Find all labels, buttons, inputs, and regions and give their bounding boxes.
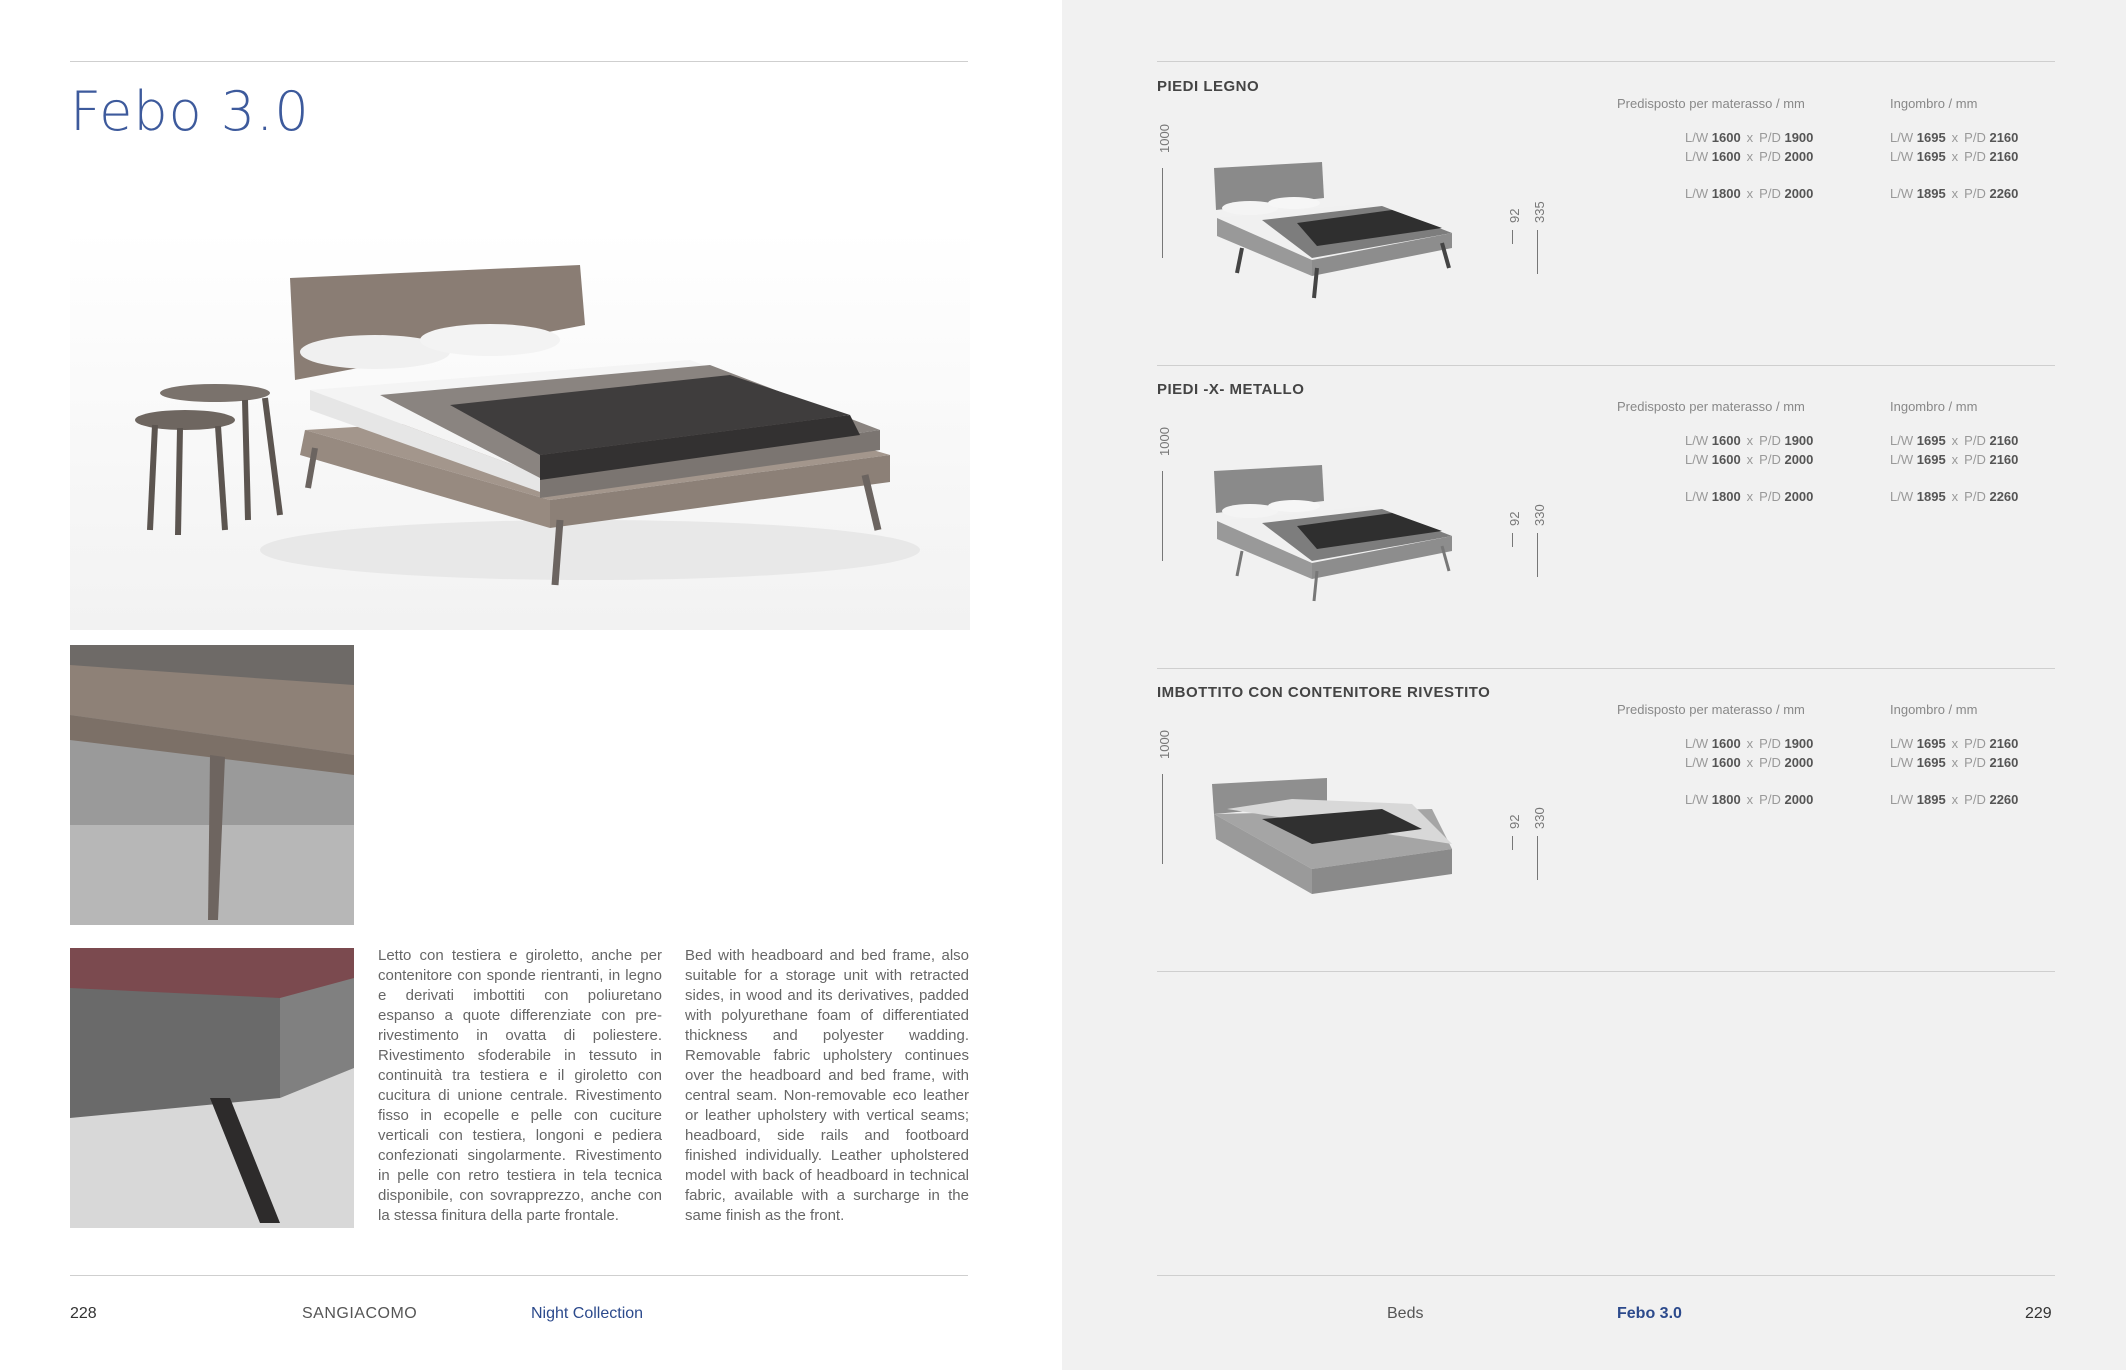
pd-label: P/D — [1759, 736, 1781, 751]
width-value: 1800 — [1711, 186, 1741, 201]
depth-value: 2000 — [1784, 452, 1814, 467]
variant-name: PIEDI -X- METALLO — [1157, 381, 1305, 398]
page-number-right: 229 — [2025, 1305, 2052, 1322]
bottom-rule-right — [1157, 1275, 2055, 1276]
depth-value: 2000 — [1784, 755, 1814, 770]
pd-label: P/D — [1759, 755, 1781, 770]
times-sign: x — [1746, 130, 1754, 145]
height-total-line — [1162, 471, 1163, 561]
width-value: 1800 — [1711, 792, 1741, 807]
height-b-line — [1537, 836, 1538, 880]
times-sign: x — [1951, 149, 1959, 164]
lw-label: L/W — [1685, 433, 1709, 448]
times-sign: x — [1951, 792, 1959, 807]
pd-label: P/D — [1759, 130, 1781, 145]
mattress-header: Predisposto per materasso / mm — [1617, 96, 1805, 111]
size-dim-row — [1890, 130, 2018, 145]
size-dim-row — [1890, 755, 2018, 770]
height-b-line — [1537, 533, 1538, 577]
lw-label: L/W — [1685, 792, 1709, 807]
width-value: 1695 — [1916, 130, 1946, 145]
width-value: 1695 — [1916, 433, 1946, 448]
variant-thumbnail — [1202, 451, 1462, 616]
depth-value: 2260 — [1989, 489, 2019, 504]
width-value: 1695 — [1916, 755, 1946, 770]
times-sign: x — [1746, 433, 1754, 448]
depth-value: 1900 — [1784, 433, 1814, 448]
mattress-dim-row — [1685, 452, 1813, 467]
height-b-line — [1537, 230, 1538, 274]
height-total-label: 1000 — [1157, 427, 1172, 456]
times-sign: x — [1951, 489, 1959, 504]
height-a-line — [1512, 533, 1513, 547]
times-sign: x — [1746, 736, 1754, 751]
width-value: 1600 — [1711, 736, 1741, 751]
height-b-label: 330 — [1532, 504, 1547, 526]
height-b-label: 335 — [1532, 201, 1547, 223]
times-sign: x — [1951, 736, 1959, 751]
width-value: 1695 — [1916, 736, 1946, 751]
bed-illustration — [70, 230, 970, 630]
times-sign: x — [1951, 755, 1959, 770]
bed-variant-section — [1157, 381, 2057, 661]
brand-name: SANGIACOMO — [302, 1305, 418, 1322]
lw-label: L/W — [1890, 736, 1914, 751]
description-english: Bed with headboard and bed frame, also suitable for a storage unit with retracted sides, in wood and its derivatives, padded with polyurethane foam of differentiated thickness and polyester wadding. Removable fabric upholstery continues over the headboard and bed frame, with central seam. Non-removable eco leather or leather upholstery with vertical seams; headboard, side rails and footboard finished individually. Leather upholstered model with back of headboard in technical fabric, available with a surcharge in the same finish as the front. — [685, 947, 969, 1224]
mattress-dim-row — [1685, 149, 1813, 164]
pd-label: P/D — [1759, 452, 1781, 467]
bed-variant-section — [1157, 78, 2057, 358]
width-value: 1895 — [1916, 792, 1946, 807]
size-dim-row — [1890, 149, 2018, 164]
times-sign: x — [1951, 186, 1959, 201]
height-a-label: 92 — [1507, 814, 1522, 829]
size-dim-row — [1890, 489, 2018, 504]
mattress-header: Predisposto per materasso / mm — [1617, 399, 1805, 414]
times-sign: x — [1951, 452, 1959, 467]
lw-label: L/W — [1890, 489, 1914, 504]
depth-value: 2000 — [1784, 186, 1814, 201]
width-value: 1600 — [1711, 130, 1741, 145]
size-dim-row — [1890, 186, 2018, 201]
bed-variant-section — [1157, 684, 2057, 964]
size-dim-row — [1890, 736, 2018, 751]
depth-value: 2160 — [1989, 736, 2019, 751]
lw-label: L/W — [1890, 792, 1914, 807]
width-value: 1800 — [1711, 489, 1741, 504]
size-header: Ingombro / mm — [1890, 96, 1978, 111]
pd-label: P/D — [1964, 149, 1986, 164]
lw-label: L/W — [1890, 149, 1914, 164]
pd-label: P/D — [1964, 130, 1986, 145]
collection-name: Night Collection — [531, 1305, 644, 1322]
times-sign: x — [1746, 489, 1754, 504]
pd-label: P/D — [1964, 755, 1986, 770]
lw-label: L/W — [1890, 755, 1914, 770]
top-rule — [70, 61, 968, 62]
mattress-dim-row — [1685, 186, 1813, 201]
height-total-label: 1000 — [1157, 124, 1172, 153]
depth-value: 2160 — [1989, 452, 2019, 467]
height-total-line — [1162, 774, 1163, 864]
variant-name: PIEDI LEGNO — [1157, 78, 1260, 95]
depth-value: 1900 — [1784, 736, 1814, 751]
detail-photo-frame — [70, 645, 354, 925]
times-sign: x — [1746, 792, 1754, 807]
description-italian: Letto con testiera e giroletto, anche per contenitore con sponde rientranti, in legno e derivati imbottiti con poliuretano espanso a quote differenziate con pre-rivestimento in ovatta di poliestere. Rivestimento sfoderabile in tessuto in continuità tra testiera e il giroletto con cucitura di unione centrale. Rivestimento fisso in ecopelle e pelle con cuciture verticali con testiera, longoni e pediera confezionati singolarmente. Rivestimento in pelle con retro testiera in tela tecnica disponibile, con sovrapprezzo, anche con la stessa finitura della parte frontale. — [378, 947, 662, 1224]
height-b-label: 330 — [1532, 807, 1547, 829]
left-page — [0, 0, 1062, 1370]
lw-label: L/W — [1685, 130, 1709, 145]
bed-thumbnail-svg — [1202, 148, 1462, 308]
bed-thumbnail-svg — [1202, 451, 1462, 611]
lw-label: L/W — [1685, 755, 1709, 770]
width-value: 1695 — [1916, 149, 1946, 164]
mattress-dim-row — [1685, 433, 1813, 448]
height-total-line — [1162, 168, 1163, 258]
pd-label: P/D — [1964, 736, 1986, 751]
lw-label: L/W — [1685, 489, 1709, 504]
detail-photo-leg — [70, 948, 354, 1228]
mattress-dim-row — [1685, 755, 1813, 770]
frame-detail-illustration — [70, 645, 354, 925]
depth-value: 2260 — [1989, 792, 2019, 807]
times-sign: x — [1746, 452, 1754, 467]
depth-value: 2000 — [1784, 149, 1814, 164]
height-a-line — [1512, 836, 1513, 850]
variant-thumbnail — [1202, 754, 1462, 919]
depth-value: 2260 — [1989, 186, 2019, 201]
pd-label: P/D — [1964, 489, 1986, 504]
pd-label: P/D — [1759, 489, 1781, 504]
mattress-header: Predisposto per materasso / mm — [1617, 702, 1805, 717]
lw-label: L/W — [1685, 736, 1709, 751]
variant-thumbnail — [1202, 148, 1462, 313]
mattress-dim-row — [1685, 130, 1813, 145]
bed-thumbnail-svg — [1202, 754, 1462, 914]
pd-label: P/D — [1759, 186, 1781, 201]
times-sign: x — [1746, 149, 1754, 164]
bottom-rule — [70, 1275, 968, 1276]
category-name: Beds — [1387, 1305, 1424, 1322]
size-dim-row — [1890, 452, 2018, 467]
mattress-dim-row — [1685, 736, 1813, 751]
lw-label: L/W — [1890, 452, 1914, 467]
pd-label: P/D — [1759, 433, 1781, 448]
size-header: Ingombro / mm — [1890, 702, 1978, 717]
depth-value: 1900 — [1784, 130, 1814, 145]
height-a-line — [1512, 230, 1513, 244]
lw-label: L/W — [1685, 149, 1709, 164]
width-value: 1600 — [1711, 452, 1741, 467]
leg-detail-illustration — [70, 948, 354, 1228]
section-divider-1 — [1157, 365, 2055, 366]
main-bed-photo — [70, 230, 970, 630]
size-dim-row — [1890, 433, 2018, 448]
width-value: 1600 — [1711, 433, 1741, 448]
mattress-dim-row — [1685, 489, 1813, 504]
pd-label: P/D — [1759, 149, 1781, 164]
lw-label: L/W — [1685, 186, 1709, 201]
width-value: 1695 — [1916, 452, 1946, 467]
lw-label: L/W — [1685, 452, 1709, 467]
variant-name: IMBOTTITO CON CONTENITORE RIVESTITO — [1157, 684, 1491, 701]
times-sign: x — [1951, 433, 1959, 448]
times-sign: x — [1951, 130, 1959, 145]
depth-value: 2160 — [1989, 433, 2019, 448]
pd-label: P/D — [1759, 792, 1781, 807]
page-number-left: 228 — [70, 1305, 97, 1322]
depth-value: 2160 — [1989, 755, 2019, 770]
pd-label: P/D — [1964, 433, 1986, 448]
pd-label: P/D — [1964, 452, 1986, 467]
depth-value: 2000 — [1784, 489, 1814, 504]
lw-label: L/W — [1890, 186, 1914, 201]
depth-value: 2160 — [1989, 149, 2019, 164]
pd-label: P/D — [1964, 792, 1986, 807]
page-title: Febo 3.0 — [70, 80, 310, 143]
size-dim-row — [1890, 792, 2018, 807]
height-a-label: 92 — [1507, 208, 1522, 223]
product-name: Febo 3.0 — [1617, 1305, 1682, 1322]
section-divider-3 — [1157, 971, 2055, 972]
lw-label: L/W — [1890, 433, 1914, 448]
section-divider-2 — [1157, 668, 2055, 669]
times-sign: x — [1746, 186, 1754, 201]
times-sign: x — [1746, 755, 1754, 770]
width-value: 1600 — [1711, 149, 1741, 164]
top-rule-right — [1157, 61, 2055, 62]
height-total-label: 1000 — [1157, 730, 1172, 759]
depth-value: 2000 — [1784, 792, 1814, 807]
mattress-dim-row — [1685, 792, 1813, 807]
width-value: 1895 — [1916, 186, 1946, 201]
size-header: Ingombro / mm — [1890, 399, 1978, 414]
depth-value: 2160 — [1989, 130, 2019, 145]
pd-label: P/D — [1964, 186, 1986, 201]
width-value: 1600 — [1711, 755, 1741, 770]
lw-label: L/W — [1890, 130, 1914, 145]
height-a-label: 92 — [1507, 511, 1522, 526]
width-value: 1895 — [1916, 489, 1946, 504]
